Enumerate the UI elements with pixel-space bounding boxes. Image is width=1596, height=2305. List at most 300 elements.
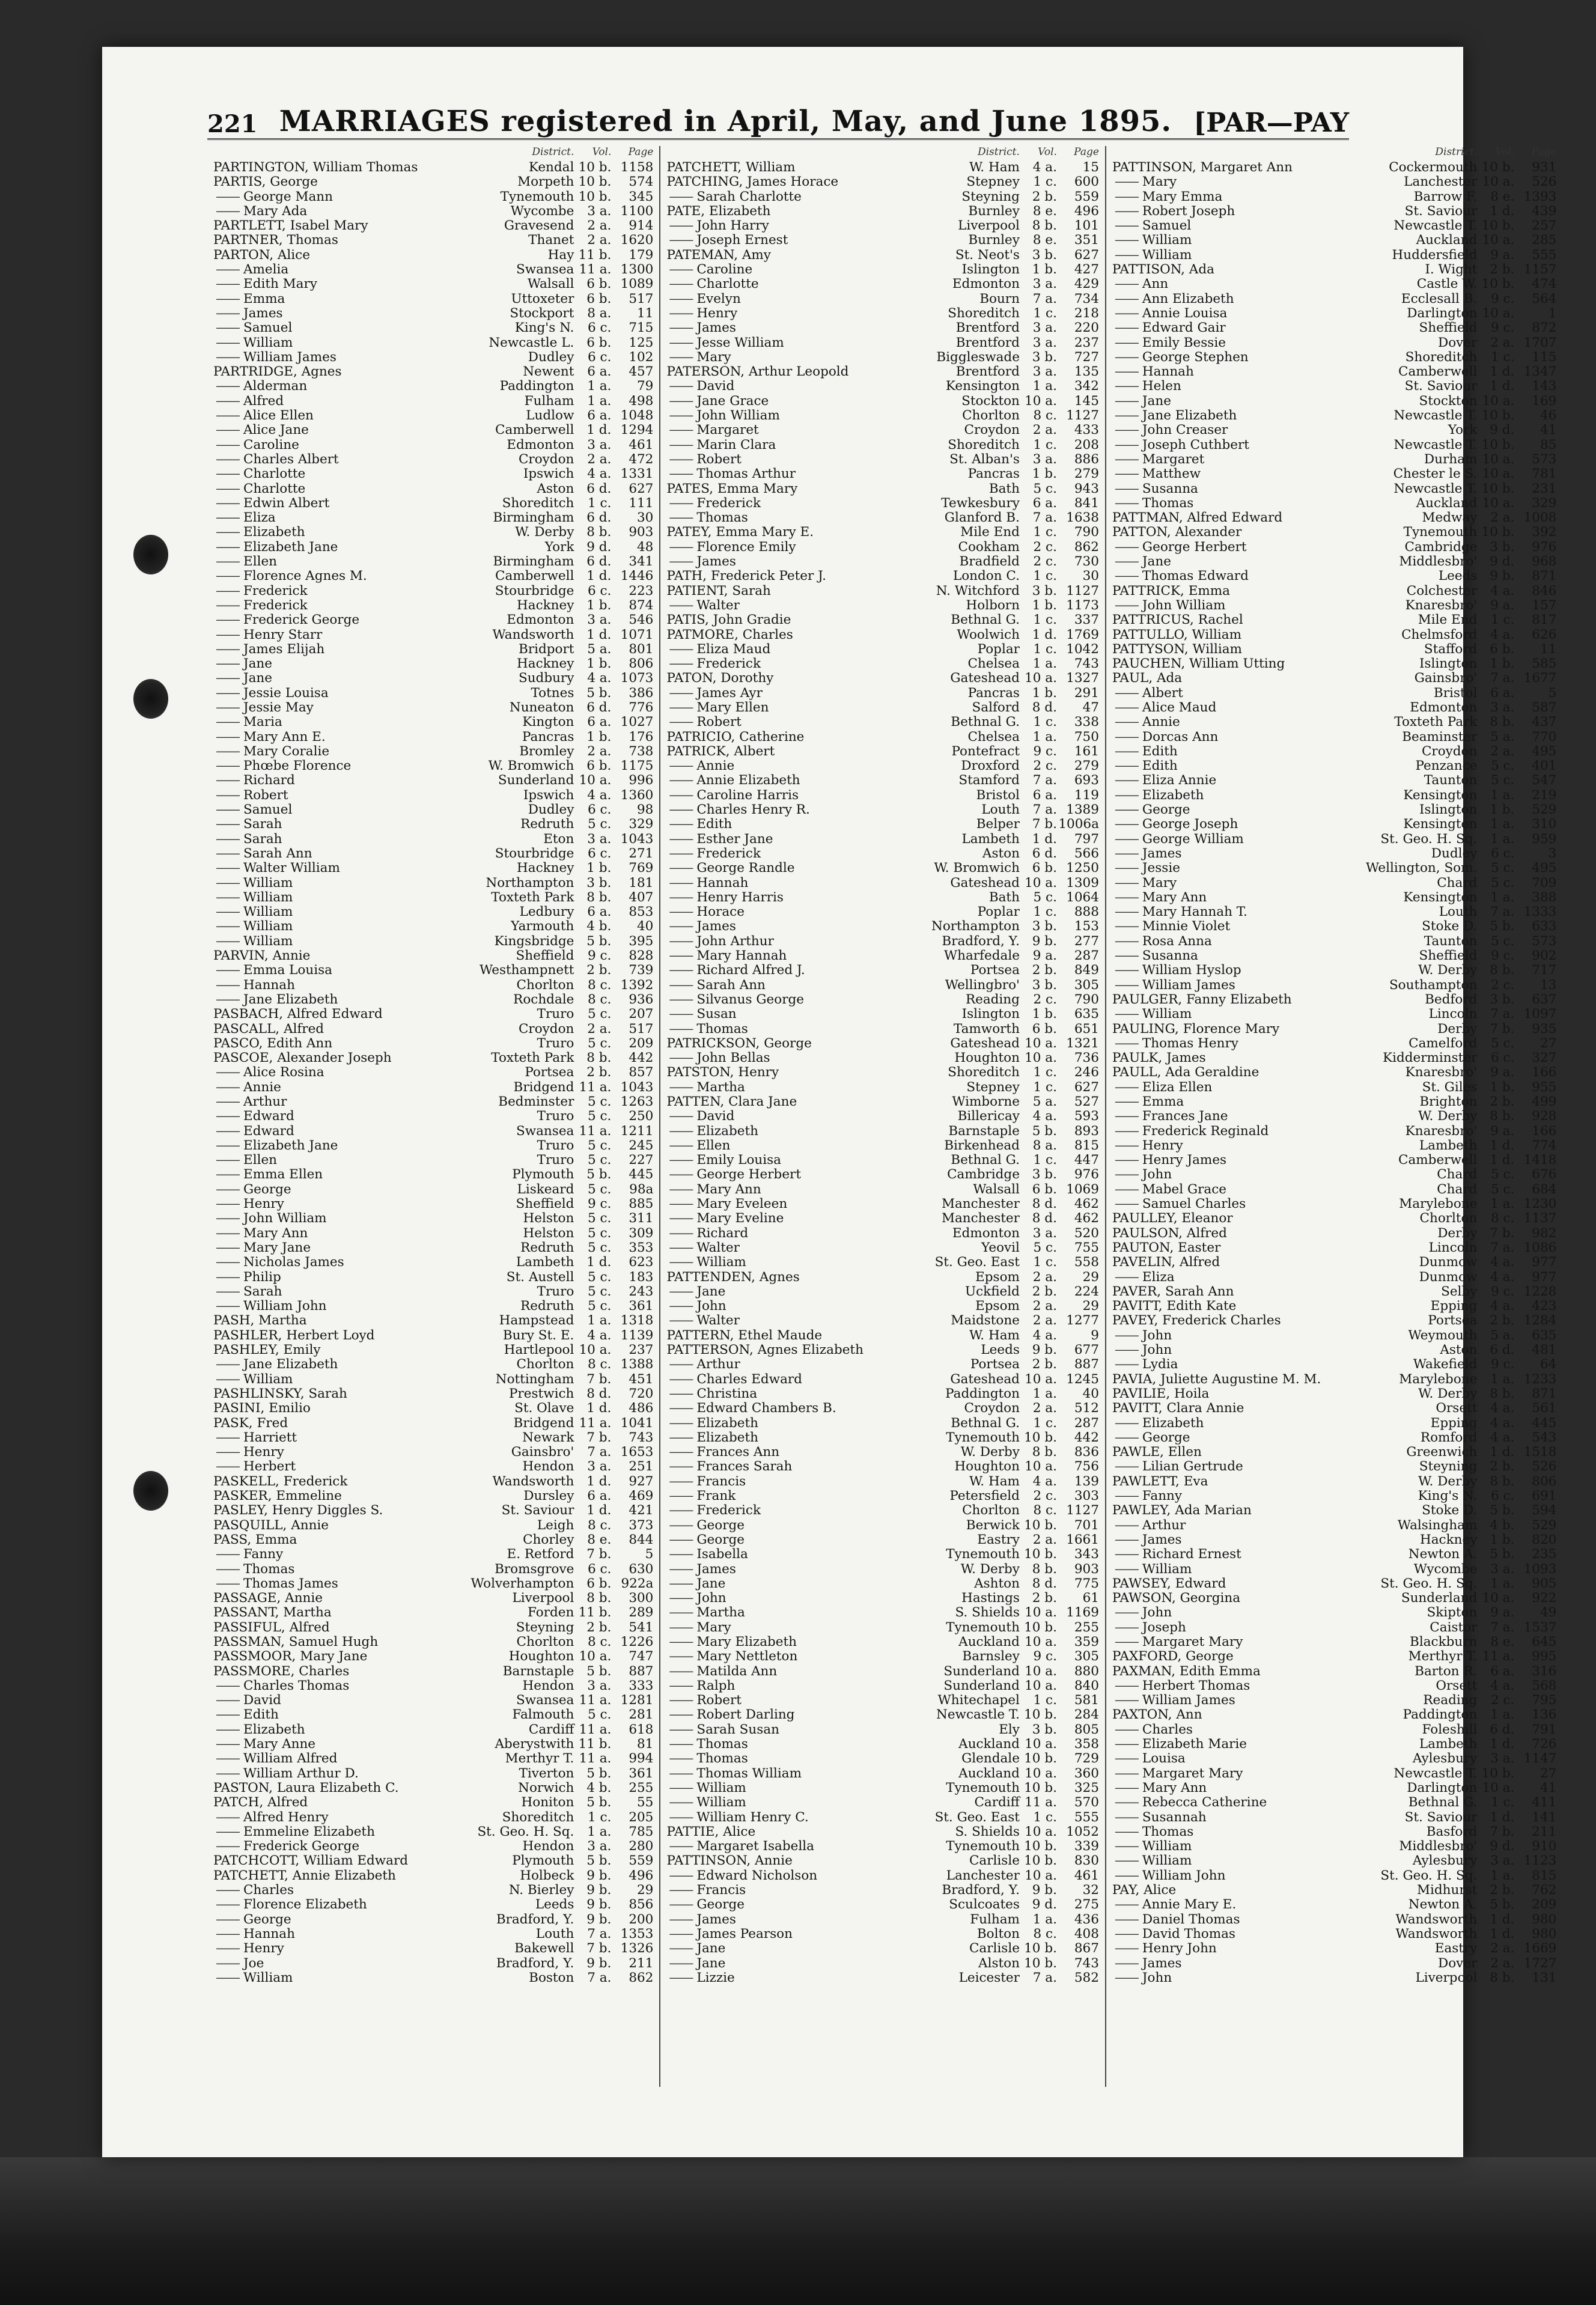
entry-district: Gravesend — [504, 218, 574, 234]
entry-name: —— Esther Jane — [666, 832, 863, 847]
entry-name: —— Thomas — [1112, 1825, 1321, 1839]
entry-page: 41 — [1540, 422, 1557, 438]
entry-district: St. Saviour — [1404, 379, 1478, 394]
entry-district: St. Olave — [514, 1401, 574, 1416]
entry-volume: 2 a. — [1490, 743, 1515, 759]
entry-volume: 9 b. — [1490, 568, 1515, 584]
entry-volume: 9 c. — [1490, 1357, 1515, 1372]
entry-name: —— James Ayr — [666, 686, 863, 701]
entry-name: —— Edith Mary — [213, 277, 418, 291]
entry-district: Newcastle T. — [1393, 481, 1478, 496]
entry-page: 1250 — [1066, 860, 1099, 876]
entry-district: Louth — [535, 1926, 574, 1941]
entry-page: 359 — [1074, 1634, 1099, 1649]
entry-district: Barnstaple — [948, 1123, 1020, 1139]
entry-page: 976 — [1532, 539, 1557, 555]
entry-page: 279 — [1074, 466, 1099, 482]
entry-name: —— Charlotte — [213, 467, 418, 481]
entry-volume: 2 a. — [1032, 1269, 1057, 1285]
entry-volume: 7 a. — [587, 1926, 612, 1941]
entry-district: Derby — [1437, 1021, 1478, 1037]
entry-volume: 1 d. — [1490, 1911, 1515, 1927]
entry-district: S. Shields — [955, 1824, 1020, 1839]
entry-volume: 10 a. — [1025, 671, 1057, 686]
entry-volume: 7 a. — [1490, 1240, 1515, 1255]
entry-volume: 9 b. — [1032, 933, 1057, 949]
entry-volume: 10 a. — [1025, 1050, 1057, 1066]
entry-district: Walsall — [527, 276, 574, 292]
index-entry — [213, 905, 653, 919]
entry-page: 633 — [1532, 919, 1557, 934]
entry-page: 677 — [1074, 1342, 1099, 1358]
entry-volume: 6 b. — [1490, 641, 1515, 657]
entry-district: Tynemouth — [946, 1780, 1020, 1795]
entry-page: 853 — [629, 904, 654, 920]
entry-volume: 8 b. — [1490, 714, 1515, 730]
entry-page: 209 — [629, 1035, 654, 1051]
entry-name: —— Sarah Susan — [666, 1723, 863, 1737]
index-entry — [1112, 1445, 1556, 1460]
entry-name: —— Jane — [666, 1577, 863, 1591]
entry-page: 401 — [1532, 758, 1557, 774]
entry-volume: 1 d. — [586, 568, 612, 584]
entry-page: 1230 — [1523, 1196, 1557, 1212]
entry-volume: 4 a. — [1490, 583, 1515, 598]
entry-district: Tewkesbury — [941, 495, 1020, 511]
entry-volume: 4 a. — [587, 1327, 612, 1343]
entry-page: 499 — [1532, 1094, 1557, 1109]
entry-volume: 6 c. — [1490, 1050, 1515, 1066]
index-entry — [666, 905, 1099, 919]
entry-volume: 6 d. — [586, 510, 612, 526]
index-entry — [1112, 555, 1556, 569]
index-entry — [1112, 394, 1556, 409]
entry-district: Bethnal G. — [951, 714, 1020, 730]
entry-name: PAULSON, Alfred — [1112, 1225, 1227, 1241]
index-entry — [666, 1095, 1099, 1109]
entry-volume: 9 a. — [1032, 948, 1057, 964]
index-entry — [666, 277, 1099, 291]
index-entry — [213, 1372, 653, 1387]
index-entry — [213, 598, 653, 613]
index-entry — [213, 1109, 653, 1124]
entry-name: —— Edith — [213, 1708, 418, 1722]
entry-district: Birmingham — [493, 554, 574, 570]
index-entry — [1112, 1372, 1556, 1387]
index-entry — [666, 657, 1099, 671]
entry-volume: 10 a. — [1482, 1780, 1515, 1795]
entry-district: Chelsea — [967, 729, 1020, 744]
entry-district: Biggleswade — [936, 349, 1020, 365]
index-entry — [213, 773, 653, 788]
entry-district: Mile End — [960, 525, 1020, 540]
entry-district: Yarmouth — [511, 919, 574, 934]
entry-district: Manchester — [941, 1211, 1020, 1226]
entry-name: PATTEN, Clara Jane — [666, 1094, 797, 1109]
entry-district: Dover — [1438, 1955, 1478, 1971]
entry-page: 205 — [629, 1809, 654, 1825]
index-entry — [213, 321, 653, 335]
entry-volume: 6 b. — [586, 276, 612, 292]
entry-volume: 2 a. — [1490, 335, 1515, 350]
entry-volume: 9 c. — [587, 1196, 612, 1212]
entry-volume: 1 a. — [587, 393, 612, 409]
entry-district: Belper — [976, 817, 1020, 832]
entry-page: 846 — [1532, 583, 1557, 598]
entry-page: 555 — [1074, 1809, 1099, 1825]
index-entry — [666, 788, 1099, 803]
entry-volume: 2 b. — [1032, 1591, 1057, 1606]
index-entry — [213, 1095, 653, 1109]
entry-volume: 5 c. — [587, 1181, 612, 1197]
entry-district: Chard — [1437, 1181, 1478, 1197]
entry-district: Chorlton — [962, 408, 1020, 424]
entry-page: 874 — [629, 597, 654, 613]
entry-name: —— Frances Sarah — [666, 1460, 863, 1474]
entry-page: 791 — [1532, 1722, 1557, 1737]
column-header-vol: Vol. — [592, 146, 612, 158]
entry-district: Tynemouth — [946, 1547, 1020, 1562]
entry-volume: 10 a. — [1482, 451, 1515, 467]
index-entry — [213, 1606, 653, 1620]
entry-district: Orsett — [1436, 1678, 1478, 1693]
entry-name: —— Jane — [666, 1941, 863, 1956]
index-entry — [213, 394, 653, 409]
entry-page: 1073 — [620, 671, 654, 686]
entry-volume: 1 c. — [1033, 305, 1057, 321]
entry-district: Swansea — [516, 262, 574, 278]
entry-page: 739 — [629, 963, 654, 978]
entry-name: —— David Thomas — [1112, 1927, 1321, 1941]
entry-volume: 9 b. — [586, 1911, 612, 1927]
entry-name: —— Richard — [213, 773, 418, 788]
entry-name: —— Margaret Mary — [1112, 1635, 1321, 1649]
entry-district: Brentford — [955, 320, 1020, 336]
entry-page: 1127 — [1066, 408, 1099, 424]
entry-district: Stepney — [966, 1079, 1020, 1095]
entry-volume: 11 a. — [579, 1751, 612, 1767]
entry-page: 15 — [1082, 160, 1099, 175]
entry-volume: 1 c. — [587, 1809, 612, 1825]
entry-district: Hay — [547, 247, 574, 263]
entry-district: Hackney — [1419, 1532, 1478, 1547]
index-entry — [213, 963, 653, 978]
entry-district: Tynemouth — [946, 1430, 1020, 1445]
index-entry — [213, 1621, 653, 1635]
index-entry — [1112, 409, 1556, 423]
entry-district: Truro — [537, 1006, 574, 1022]
entry-name: —— Samuel — [213, 803, 418, 817]
entry-page: 1669 — [1523, 1941, 1557, 1956]
entry-name: —— Eliza Maud — [666, 642, 863, 657]
entry-volume: 5 c. — [587, 1299, 612, 1314]
entry-volume: 5 c. — [587, 1094, 612, 1109]
entry-volume: 10 a. — [1025, 1035, 1057, 1051]
entry-volume: 5 c. — [1490, 758, 1515, 774]
index-entry — [1112, 613, 1556, 627]
index-entry — [1112, 1518, 1556, 1533]
entry-page: 333 — [629, 1678, 654, 1693]
entry-name: —— Ann — [1112, 277, 1321, 291]
entry-district: Sunderland — [498, 773, 574, 788]
entry-volume: 6 c. — [587, 349, 612, 365]
entry-page: 98a — [629, 1181, 654, 1197]
index-entry — [213, 1314, 653, 1328]
entry-volume: 7 b. — [1490, 1824, 1515, 1839]
index-entry — [666, 1839, 1099, 1854]
index-entry — [666, 1445, 1099, 1460]
index-entry — [1112, 423, 1556, 437]
index-entry — [213, 1693, 653, 1708]
entry-district: Merthyr T. — [505, 1751, 574, 1767]
entry-name: PAUL, Ada — [1112, 671, 1183, 686]
entry-district: Houghton — [954, 1050, 1020, 1066]
entry-district: Croydon — [1421, 743, 1478, 759]
entry-district: Ipswich — [523, 787, 574, 803]
entry-page: 245 — [629, 1137, 654, 1153]
entry-name: —— Jane Elizabeth — [213, 1357, 418, 1372]
entry-name: —— Jane Grace — [666, 394, 863, 409]
entry-name: —— Mary Jane — [213, 1241, 418, 1255]
entry-name: —— James — [666, 919, 863, 934]
entry-name: —— Margaret Isabella — [666, 1839, 863, 1854]
entry-volume: 3 a. — [587, 1459, 612, 1475]
entry-page: 871 — [1532, 1386, 1557, 1401]
index-entry — [1112, 1197, 1556, 1211]
entry-page: 125 — [629, 335, 654, 350]
index-entry — [666, 1197, 1099, 1211]
entry-volume: 2 b. — [1032, 963, 1057, 978]
entry-name: —— Alice Maud — [1112, 701, 1321, 715]
entry-district: Steyning — [1419, 1459, 1478, 1475]
entry-page: 47 — [1082, 699, 1099, 715]
entry-district: Bolton — [976, 1926, 1020, 1941]
entry-page: 840 — [1074, 1678, 1099, 1693]
entry-name: PATTERSON, Agnes Elizabeth — [666, 1342, 863, 1358]
entry-page: 547 — [1532, 773, 1557, 788]
index-entry — [213, 1649, 653, 1664]
entry-volume: 1 c. — [1033, 525, 1057, 540]
index-entry — [666, 1489, 1099, 1503]
entry-district: Chard — [1437, 875, 1478, 891]
index-entry — [1112, 861, 1556, 875]
entry-page: 1331 — [620, 466, 654, 482]
entry-name: —— George Herbert — [666, 1168, 863, 1182]
entry-name: PARTNER, Thomas — [213, 233, 338, 248]
entry-district: Foleshill — [1422, 1722, 1478, 1737]
entry-page: 29 — [637, 1883, 654, 1898]
entry-name: —— William — [1112, 1562, 1321, 1577]
entry-district: Wandsworth — [492, 627, 574, 642]
index-entry — [666, 1241, 1099, 1255]
index-entry — [1112, 1971, 1556, 1985]
entry-district: N. Bierley — [508, 1883, 574, 1898]
entry-name: —— Thomas Arthur — [666, 467, 863, 481]
index-entry — [1112, 1095, 1556, 1109]
entry-page: 574 — [629, 174, 654, 190]
entry-name: —— Thomas — [213, 1562, 418, 1577]
entry-volume: 5 a. — [1032, 1094, 1057, 1109]
index-entry — [213, 1007, 653, 1022]
entry-district: Truro — [537, 1152, 574, 1168]
index-entry — [666, 1299, 1099, 1314]
entry-name: —— Lilian Gertrude — [1112, 1460, 1321, 1474]
index-entry — [1112, 1839, 1556, 1854]
index-entry — [666, 861, 1099, 875]
entry-volume: 5 b. — [1032, 1123, 1057, 1139]
entry-page: 395 — [629, 933, 654, 949]
index-entry — [666, 1693, 1099, 1708]
entry-district: Plymouth — [512, 1167, 574, 1183]
entry-page: 902 — [1532, 948, 1557, 964]
entry-volume: 3 b. — [1032, 1167, 1057, 1183]
entry-district: Auckland — [958, 1765, 1020, 1781]
index-entry — [1112, 657, 1556, 671]
entry-name: —— William Hyslop — [1112, 963, 1321, 978]
entry-district: Gainsbro' — [1414, 671, 1478, 686]
index-entry — [1112, 1329, 1556, 1343]
entry-page: 303 — [1074, 1488, 1099, 1504]
entry-district: Houghton — [508, 1649, 574, 1664]
index-entry — [213, 1591, 653, 1606]
entry-name: —— Charlotte — [666, 277, 863, 291]
entry-district: Bromsgrove — [495, 1561, 574, 1577]
entry-volume: 9 c. — [1490, 948, 1515, 964]
entry-district: Bradfield — [959, 554, 1020, 570]
entry-volume: 1 b. — [1490, 1079, 1515, 1095]
entry-district: Liskeard — [517, 1181, 574, 1197]
entry-name: PAVER, Sarah Ann — [1112, 1283, 1234, 1299]
entry-volume: 3 a. — [1032, 335, 1057, 350]
entry-name: —— William John — [213, 1299, 418, 1314]
index-entry — [666, 1051, 1099, 1065]
index-entry — [666, 263, 1099, 277]
index-entry — [213, 1329, 653, 1343]
entry-district: Maidstone — [951, 1313, 1020, 1329]
entry-page: 976 — [1074, 1167, 1099, 1183]
entry-page: 862 — [629, 1970, 654, 1985]
index-entry — [1112, 1124, 1556, 1139]
entry-volume: 1 b. — [1032, 685, 1057, 701]
entry-name: PATTRICUS, Rachel — [1112, 612, 1243, 628]
entry-district: Droxford — [961, 758, 1020, 774]
entry-volume: 6 c. — [587, 583, 612, 598]
entry-page: 880 — [1074, 1663, 1099, 1679]
entry-district: Chester le S. — [1393, 466, 1478, 482]
entry-district: Bethnal G. — [1408, 1795, 1478, 1810]
entry-district: Eastry — [977, 1532, 1020, 1547]
index-entry — [1112, 993, 1556, 1007]
surname-range: [PAR—PAY — [1193, 108, 1349, 138]
entry-district: St. Saviour — [1404, 203, 1478, 219]
entry-volume: 1 d. — [586, 422, 612, 438]
index-entry — [1112, 233, 1556, 248]
entry-page: 343 — [1074, 1547, 1099, 1562]
entry-district: Tynemouth — [946, 1839, 1020, 1854]
index-entry — [1112, 832, 1556, 847]
entry-volume: 1 a. — [1032, 729, 1057, 744]
entry-volume: 7 a. — [587, 1445, 612, 1460]
entry-volume: 8 b. — [586, 1050, 612, 1066]
entry-page: 995 — [1532, 1649, 1557, 1664]
index-entry — [666, 1649, 1099, 1664]
entry-page: 61 — [1082, 1591, 1099, 1606]
entry-page: 756 — [1074, 1459, 1099, 1475]
entry-district: Bakewell — [514, 1941, 574, 1956]
entry-name: —— James — [213, 306, 418, 321]
entry-volume: 2 b. — [1490, 1094, 1515, 1109]
entry-page: 1147 — [1523, 1751, 1557, 1767]
index-entry — [1112, 1898, 1556, 1912]
entry-name: —— Martha — [666, 1606, 863, 1620]
entry-name: —— Frederick — [666, 847, 863, 861]
entry-district: Sheffield — [516, 948, 574, 964]
entry-name: —— John — [666, 1591, 863, 1606]
entry-volume: 11 a. — [1025, 1795, 1057, 1810]
entry-name: —— Charles Henry R. — [666, 803, 863, 817]
index-entry — [213, 1153, 653, 1168]
entry-name: —— Nicholas James — [213, 1255, 418, 1270]
entry-name: —— Mary — [1112, 175, 1321, 189]
index-entry — [213, 204, 653, 219]
entry-name: —— Jane Elizabeth — [213, 993, 418, 1007]
index-entry — [1112, 847, 1556, 861]
entry-name: —— Elizabeth — [213, 1723, 418, 1737]
index-entry — [1112, 1401, 1556, 1416]
index-entry — [1112, 204, 1556, 219]
entry-page: 573 — [1532, 451, 1557, 467]
entry-page: 246 — [1074, 1065, 1099, 1080]
entry-page: 462 — [1074, 1211, 1099, 1226]
entry-page: 342 — [1074, 379, 1099, 394]
entry-district: Auckland — [1416, 233, 1478, 248]
entry-volume: 8 e. — [587, 1532, 612, 1547]
entry-page: 316 — [1532, 1663, 1557, 1679]
index-entry — [666, 1285, 1099, 1299]
entry-volume: 2 b. — [1490, 1313, 1515, 1329]
entry-page: 585 — [1532, 656, 1557, 672]
entry-page: 329 — [629, 817, 654, 832]
entry-name: —— Walter William — [213, 861, 418, 875]
index-entry — [213, 467, 653, 481]
entry-page: 1100 — [620, 203, 654, 219]
index-entry — [213, 1065, 653, 1080]
entry-district: Glanford B. — [944, 510, 1020, 526]
index-entry — [213, 1708, 653, 1722]
entry-district: King's N. — [514, 320, 574, 336]
entry-page: 1321 — [1066, 1035, 1099, 1051]
entry-volume: 6 d. — [1490, 1722, 1515, 1737]
entry-volume: 1 d. — [1490, 1809, 1515, 1825]
index-entry — [1112, 1357, 1556, 1372]
entry-volume: 8 d. — [586, 1386, 612, 1401]
entry-page: 423 — [1532, 1299, 1557, 1314]
entry-volume: 8 c. — [1033, 1926, 1057, 1941]
entry-volume: 2 b. — [586, 1065, 612, 1080]
index-entry — [213, 759, 653, 773]
entry-district: Redruth — [520, 1299, 574, 1314]
entry-volume: 3 b. — [1032, 977, 1057, 993]
entry-page: 1360 — [620, 787, 654, 803]
index-entry — [213, 1533, 653, 1547]
entry-district: Eton — [543, 831, 574, 847]
index-entry — [666, 1854, 1099, 1868]
entry-district: W. Derby — [1418, 1109, 1478, 1124]
index-entry — [213, 540, 653, 555]
entry-district: St. Geo. H. Sq. — [1380, 1576, 1478, 1591]
entry-name: —— Edward Chambers B. — [666, 1401, 863, 1416]
entry-district: Hackney — [517, 597, 574, 613]
